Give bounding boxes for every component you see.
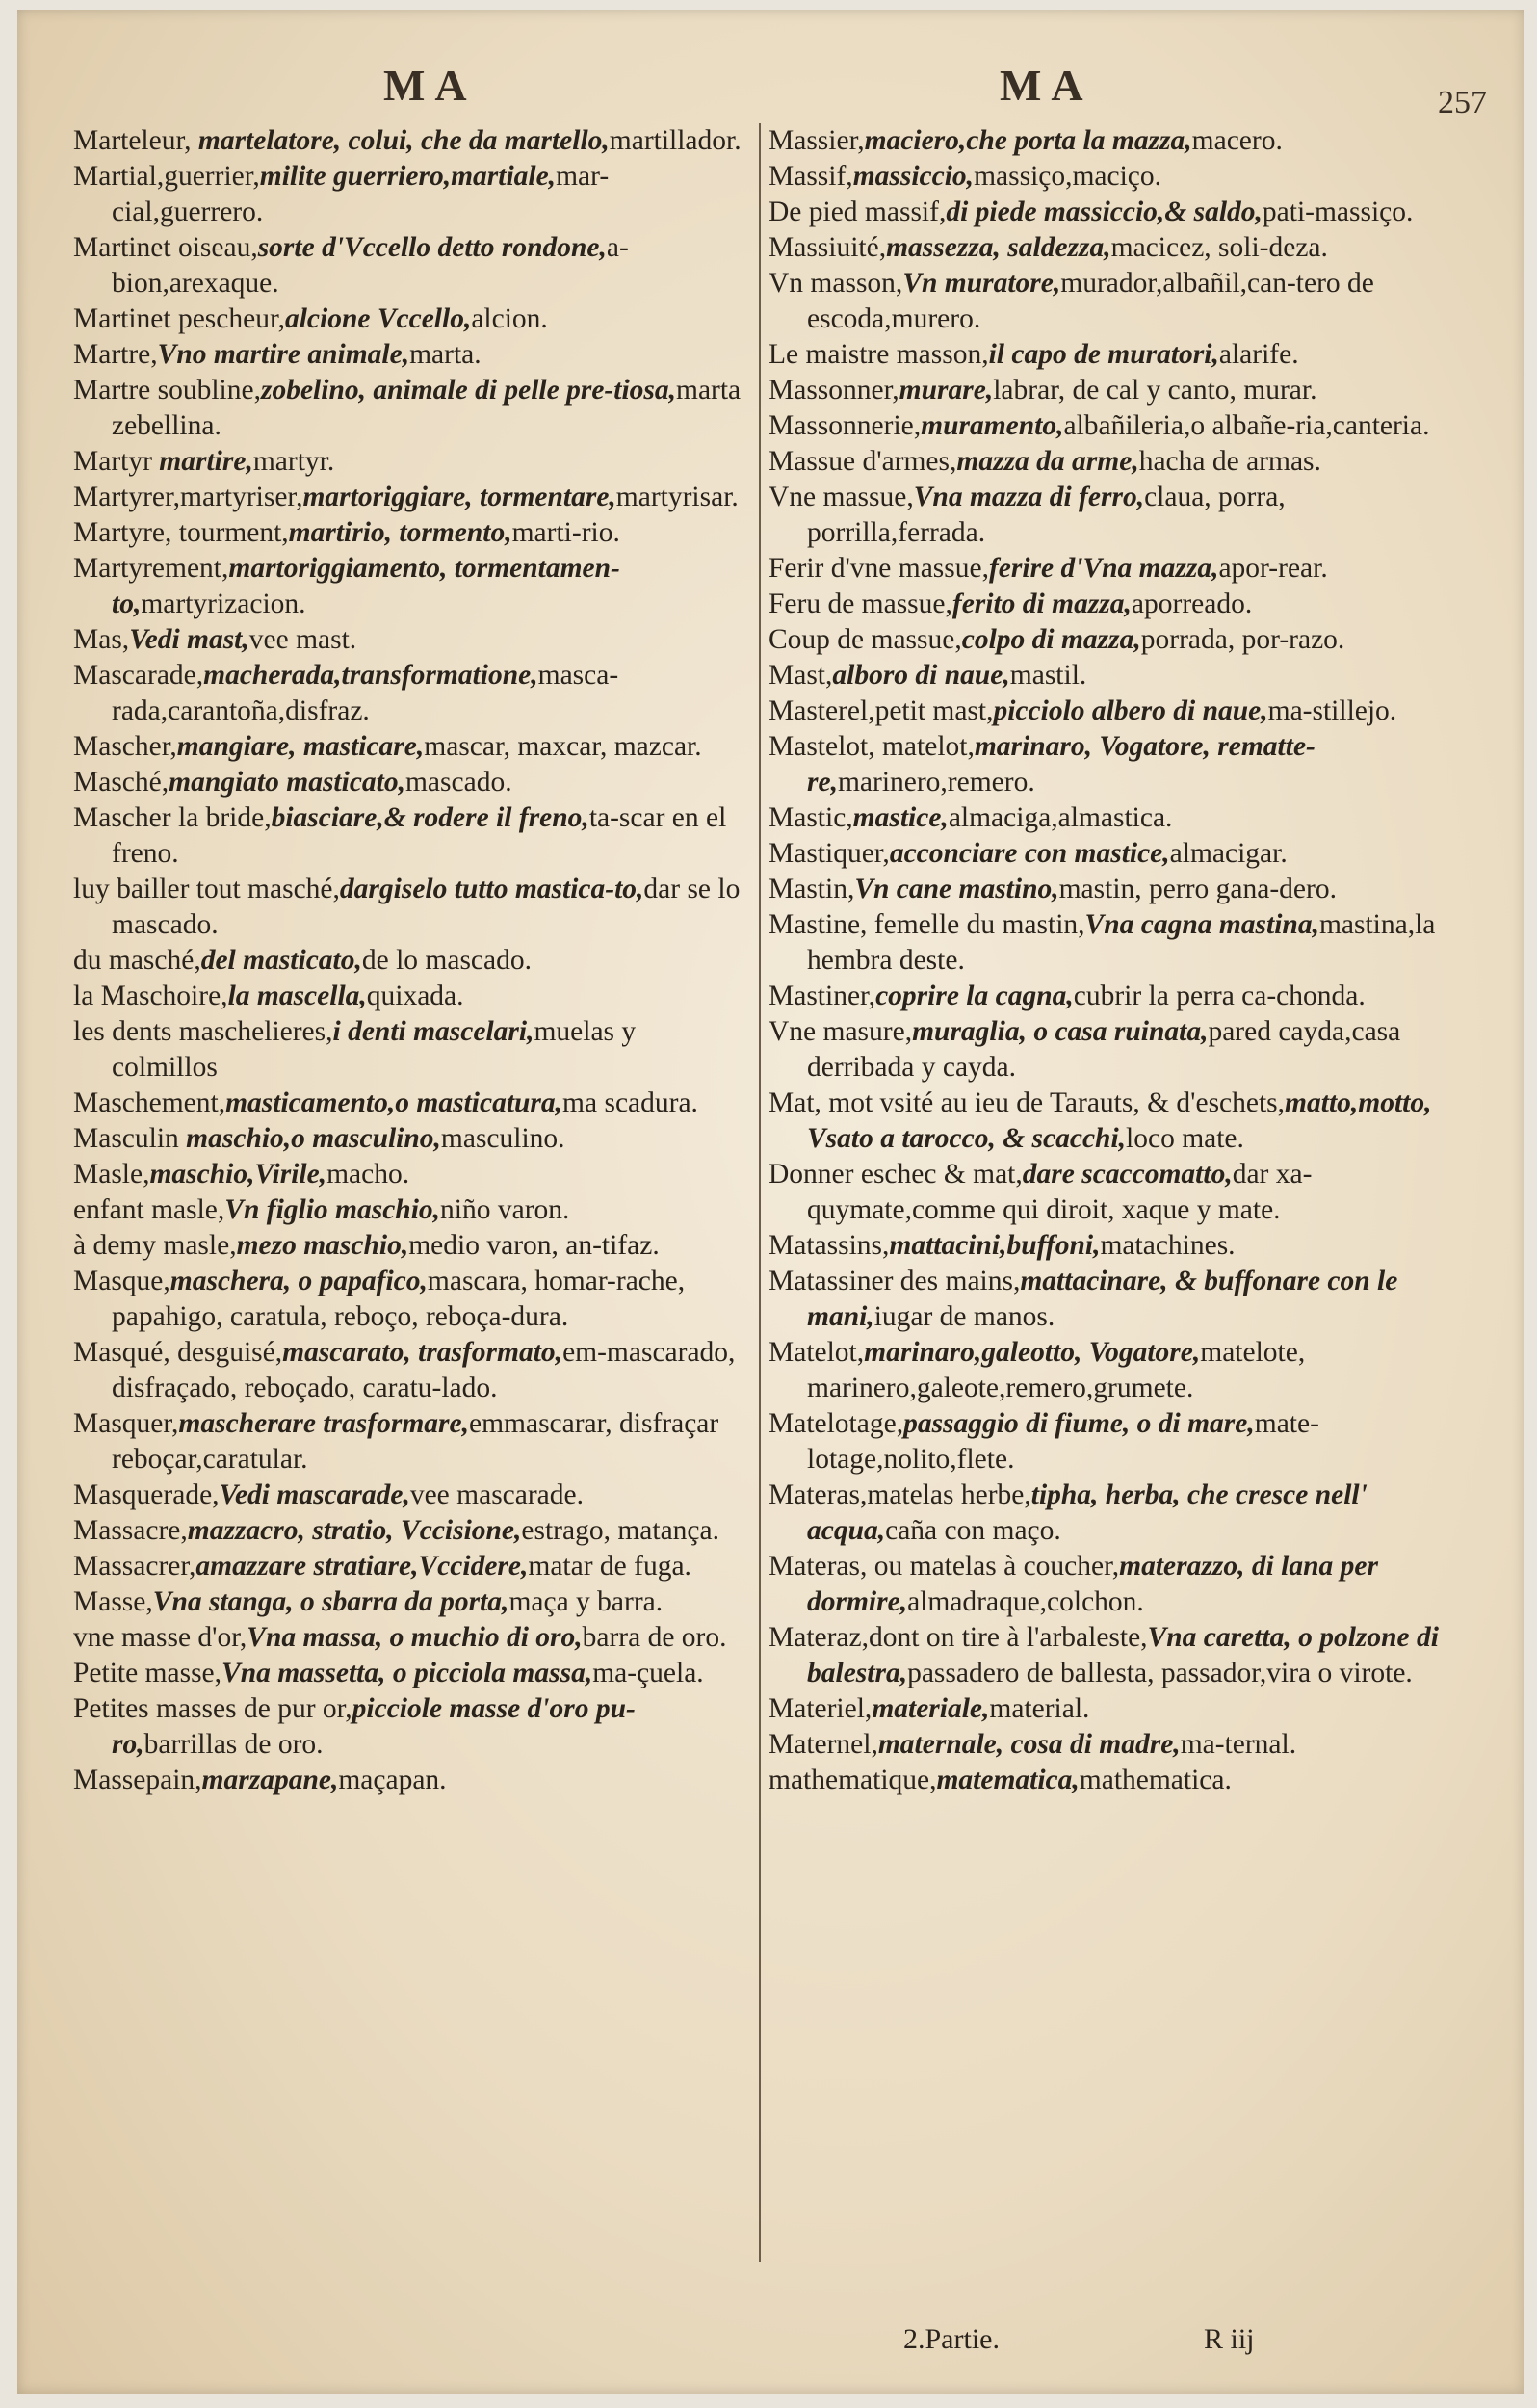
entry-headword: Massacre, [73,1515,188,1546]
dictionary-entry [768,444,1443,480]
dictionary-entry [768,658,1443,694]
dictionary-entry [73,373,747,444]
entry-italian: mattacinare, & buffonare con le mani, [807,1266,1398,1332]
entry-headword: Mastelot, matelot, [768,731,975,762]
dictionary-entry [768,1406,1443,1478]
entry-headword: Materaz,dont on tire à l'arbaleste, [768,1622,1148,1653]
entry-spanish: maça y barra. [508,1586,664,1617]
entry-headword: Materas,matelas herbe, [768,1479,1031,1510]
entry-headword: Massonnerie, [768,410,922,441]
entry-italian: mastice, [852,802,949,833]
entry-headword: Matelot, [768,1337,865,1368]
entry-spanish: mastina,la hembra deste. [807,909,1436,976]
entry-headword: Masque, [73,1266,170,1296]
entry-italian: Vn figlio maschio, [224,1194,441,1225]
dictionary-entry [73,1192,747,1228]
entry-spanish: mascado. [404,767,512,798]
entry-spanish: ma scadura. [562,1087,698,1118]
entry-spanish: matelote, marinero,galeote,remero,grumete. [807,1337,1306,1403]
entry-spanish: cubrir la perra ca-chonda. [1073,981,1366,1011]
dictionary-entry [768,230,1443,266]
entry-italian: acconciare con mastice, [889,838,1170,869]
entry-italian: martelatore, colui, che da martello, [197,125,610,156]
entry-headword: Massue d'armes, [768,446,957,477]
dictionary-entry [73,658,747,729]
entry-spanish: vee mascarade. [409,1479,584,1510]
entry-italian: ferire d'Vna mazza, [988,553,1219,584]
dictionary-entry [768,694,1443,729]
dictionary-entry [73,1478,747,1513]
dictionary-entry [73,515,747,551]
entry-italian: Vna massetta, o picciola massa, [221,1658,593,1688]
dictionary-entry [73,872,747,943]
entry-headword: Vn masson, [768,268,903,299]
dictionary-entry [73,123,747,159]
entry-italian: Vna massa, o muchio di oro, [247,1622,583,1653]
dictionary-entry [768,1264,1443,1335]
entry-spanish: mascara, homar-rache, papahigo, caratula, reboço, reboça-dura. [112,1266,686,1332]
entry-spanish: em-mascarado, disfraçado, reboçado, caratu-lado. [112,1337,736,1403]
entry-spanish: masca-rada,carantoña,disfraz. [112,660,619,726]
entry-italian: maternale, cosa di madre, [877,1729,1181,1760]
entry-headword: De pied massif, [768,196,947,227]
entry-spanish: mastil. [1009,660,1087,691]
entry-spanish: caña con maço. [885,1515,1061,1546]
dictionary-entry [768,551,1443,587]
dictionary-entry [73,1264,747,1335]
entry-spanish: iugar de manos. [873,1301,1055,1332]
entry-spanish: marta. [409,339,482,370]
entry-italian: Vedi mascarade, [219,1479,410,1510]
entry-italian: maciero,che porta la mazza, [864,125,1192,156]
dictionary-entry [73,551,747,622]
dictionary-entry [768,408,1443,444]
dictionary-page [17,10,1524,2394]
entry-headword: les dents maschelieres, [73,1016,333,1047]
dictionary-entry [73,480,747,515]
entry-italian: muramento, [921,410,1064,441]
entry-spanish: martyrizacion. [141,589,306,619]
entry-headword: du masché, [73,945,201,976]
entry-italian: materazzo, di lana per dormire, [807,1551,1378,1617]
dictionary-entry [73,159,747,230]
entry-headword: Masterel,petit mast, [768,695,994,726]
entry-italian: il capo de muratori, [988,339,1219,370]
entry-spanish: almacigar. [1169,838,1288,869]
dictionary-entry [768,979,1443,1014]
entry-italian: marinaro,galeotto, Vogatore, [864,1337,1201,1368]
dictionary-entry [768,1620,1443,1691]
entry-headword: Mas, [73,624,130,655]
entry-spanish: massiço,maciço. [974,161,1162,192]
entry-spanish: marinero,remero. [837,767,1035,798]
dictionary-entry [768,1727,1443,1763]
dictionary-entry [768,1228,1443,1264]
entry-spanish: masculino. [440,1123,565,1154]
entry-headword: Mast, [768,660,833,691]
entry-italian: matematica, [936,1765,1080,1795]
dictionary-entry [768,480,1443,551]
entry-italian: i denti mascelari, [332,1016,534,1047]
dictionary-entry [73,1584,747,1620]
entry-spanish: mastin, perro gana-dero. [1058,874,1337,904]
entry-headword: Maternel, [768,1729,878,1760]
dictionary-entry [768,1014,1443,1086]
entry-spanish: mascar, maxcar, mazcar. [424,731,702,762]
entry-italian: murare, [899,375,994,406]
entry-headword: Masculin [73,1123,187,1154]
entry-italian: del masticato, [200,945,362,976]
dictionary-entry [73,301,747,337]
entry-italian: massiccio, [852,161,975,192]
entry-italian: mazzacro, stratio, Vccisione, [187,1515,522,1546]
entry-headword: Martre, [73,339,158,370]
left-column [73,123,747,1798]
entry-spanish: ma-ternal. [1180,1729,1297,1760]
entry-headword: vne masse d'or, [73,1622,247,1653]
entry-italian: Vedi mast, [129,624,249,655]
entry-spanish: claua, porra, porrilla,ferrada. [807,482,1286,548]
entry-headword: Le maistre masson, [768,339,989,370]
entry-italian: mangiare, masticare, [176,731,425,762]
entry-spanish: emmascarar, disfraçar reboçar,caratular. [112,1408,719,1475]
entry-italian: amazzare stratiare,Vccidere, [195,1551,529,1582]
entry-headword: Martyrer,martyriser, [73,482,303,512]
entry-headword: Masché, [73,767,169,798]
entry-italian: martoriggiamento, tormentamen-to, [112,553,620,619]
entry-italian: la mascella, [227,981,367,1011]
entry-italian: passaggio di fiume, o di mare, [903,1408,1255,1439]
dictionary-entry [768,337,1443,373]
entry-headword: Massier, [768,125,865,156]
entry-headword: à demy masle, [73,1230,237,1261]
entry-italian: tipha, herba, che cresce nell' acqua, [807,1479,1368,1546]
dictionary-entry [768,1157,1443,1228]
dictionary-entry [768,729,1443,800]
entry-spanish: mate-lotage,nolito,flete. [807,1408,1319,1475]
dictionary-entry [768,622,1443,658]
entry-headword: Mastic, [768,802,853,833]
dictionary-entry [768,800,1443,836]
entry-headword: Massonner, [768,375,899,406]
entry-spanish: maçapan. [338,1765,447,1795]
dictionary-entry [73,1656,747,1691]
entry-headword: Marteleur, [73,125,198,156]
dictionary-entry [768,1763,1443,1798]
entry-headword: Masquerade, [73,1479,220,1510]
dictionary-entry [768,907,1443,979]
gathering-mark: R iij [1204,2323,1255,2355]
entry-headword: Masle, [73,1159,150,1190]
entry-spanish: medio varon, an-tifaz. [408,1230,660,1261]
dictionary-entry [768,836,1443,872]
entry-spanish: de lo mascado. [361,945,532,976]
entry-spanish: pared cayda,casa derribada y cayda. [807,1016,1401,1083]
entry-italian: macherada,transformatione, [203,660,538,691]
entry-spanish: albañileria,o albañe-ria,canteria. [1063,410,1430,441]
entry-headword: Petite masse, [73,1658,222,1688]
dictionary-entry [73,1406,747,1478]
entry-headword: Massacrer, [73,1551,196,1582]
entry-italian: zobelino, animale di pelle pre-tiosa, [260,375,676,406]
entry-spanish: passadero de ballesta, passador,vira o virote. [907,1658,1413,1688]
entry-italian: picciolo albero di naue, [993,695,1268,726]
entry-italian: martire, [159,446,253,477]
entry-italian: Vno martire animale, [157,339,410,370]
dictionary-entry [73,1549,747,1584]
entry-spanish: dar se lo mascado. [112,874,741,940]
entry-headword: Feru de massue, [768,589,952,619]
entry-spanish: martyr. [252,446,335,477]
entry-spanish: alcion. [471,303,548,334]
dictionary-entry [73,1513,747,1549]
dictionary-entry [768,159,1443,195]
entry-italian: Vna mazza di ferro, [913,482,1145,512]
entry-italian: materiale, [872,1693,990,1724]
entry-spanish: macho. [326,1159,410,1190]
entry-headword: Mastiner, [768,981,876,1011]
dictionary-entry [73,1228,747,1264]
entry-headword: Massiuité, [768,232,887,263]
entry-headword: Vne masure, [768,1016,913,1047]
entry-italian: mattacini,buffoni, [889,1230,1101,1261]
entry-headword: Martial,guerrier, [73,161,260,192]
entry-spanish: murador,albañil,can-tero de escoda,murero. [807,268,1374,334]
entry-headword: Maschement, [73,1087,226,1118]
entry-italian: alcione Vccello, [284,303,472,334]
entry-headword: Mastin, [768,874,855,904]
entry-spanish: vee mast. [248,624,357,655]
entry-headword: Martinet oiseau, [73,232,258,263]
entry-headword: Ferir d'vne massue, [768,553,989,584]
dictionary-entry [73,800,747,872]
dictionary-entry [73,1121,747,1157]
entry-spanish: ma-çuela. [592,1658,704,1688]
entry-spanish: marti-rio. [511,517,620,548]
entry-italian: mangiato masticato, [169,767,405,798]
entry-italian: Vna caretta, o polzone di balestra, [807,1622,1439,1688]
entry-spanish: a-bion,arexaque. [112,232,629,299]
entry-italian: mezo maschio, [236,1230,409,1261]
entry-headword: Mascher, [73,731,177,762]
entry-italian: marinaro, Vogatore, rematte-re, [807,731,1316,798]
entry-headword: Martyr [73,446,160,477]
entry-headword: Masquer, [73,1408,179,1439]
entry-italian: dare scaccomatto, [1022,1159,1233,1190]
dictionary-entry [768,266,1443,337]
entry-headword: la Maschoire, [73,981,228,1011]
dictionary-entry [768,123,1443,159]
entry-spanish: mathematica. [1079,1765,1232,1795]
entry-italian: muraglia, o casa ruinata, [912,1016,1209,1047]
entry-headword: Massepain, [73,1765,202,1795]
entry-spanish: marta zebellina. [112,375,742,441]
dictionary-entry [73,622,747,658]
entry-spanish: aporreado. [1131,589,1253,619]
entry-headword: Mascarade, [73,660,204,691]
entry-spanish: alarife. [1218,339,1299,370]
entry-italian: coprire la cagna, [875,981,1074,1011]
entry-spanish: mar-cial,guerrero. [112,161,610,227]
entry-italian: alboro di naue, [832,660,1010,691]
entry-spanish: macero. [1191,125,1283,156]
entry-spanish: barra de oro. [582,1622,727,1653]
entry-italian: mazza da arme, [956,446,1139,477]
entry-spanish: material. [989,1693,1090,1724]
entry-headword: Vne massue, [768,482,914,512]
entry-spanish: labrar, de cal y canto, murar. [993,375,1317,406]
dictionary-entry [73,230,747,301]
entry-spanish: dar xa-quymate,comme qui diroit, xaque y mate. [807,1159,1313,1225]
entry-headword: Petites masses de pur or, [73,1693,352,1724]
entry-headword: Coup de massue, [768,624,962,655]
dictionary-entry [768,1691,1443,1727]
dictionary-entry [768,1086,1443,1157]
entry-italian: Vn cane mastino, [854,874,1059,904]
page-number: 257 [1438,85,1487,120]
entry-spanish: barrillas de oro. [143,1729,324,1760]
entry-headword: Massif, [768,161,853,192]
entry-headword: enfant masle, [73,1194,225,1225]
dictionary-entry [768,1549,1443,1620]
entry-headword: Mascher la bride, [73,802,272,833]
entry-headword: Mastine, femelle du mastin, [768,909,1085,940]
entry-spanish: macicez, soli-deza. [1110,232,1328,263]
entry-headword: Donner eschec & mat, [768,1159,1023,1190]
entry-spanish: quixada. [366,981,464,1011]
entry-spanish: matachines. [1100,1230,1236,1261]
entry-spanish: hacha de armas. [1138,446,1321,477]
dictionary-entry [73,765,747,800]
entry-spanish: matar de fuga. [528,1551,691,1582]
entry-italian: colpo di mazza, [961,624,1141,655]
entry-headword: Martinet pescheur, [73,303,285,334]
entry-italian: biasciare,& rodere il freno, [271,802,589,833]
dictionary-entry [73,1620,747,1656]
dictionary-entry [73,1086,747,1121]
entry-headword: Martyre, tourment, [73,517,289,548]
entry-italian: mascarato, trasformato, [282,1337,563,1368]
signature-mark: 2.Partie. [903,2323,1000,2355]
dictionary-entry [73,1691,747,1763]
entry-spanish: ta-scar en el freno. [112,802,727,869]
dictionary-entry [768,373,1443,408]
entry-italian: Vna stanga, o sbarra da porta, [152,1586,509,1617]
dictionary-entry [768,1335,1443,1406]
running-head-right: MA [1000,61,1093,110]
dictionary-entry [73,729,747,765]
entry-italian: martirio, tormento, [288,517,512,548]
entry-headword: Mat, mot vsité au ieu de Tarauts, & d'eschets, [768,1087,1286,1118]
entry-headword: Masqué, desguisé, [73,1337,283,1368]
entry-headword: Matelotage, [768,1408,904,1439]
entry-spanish: almaciga,almastica. [948,802,1173,833]
entry-headword: Materiel, [768,1693,873,1724]
entry-headword: Martyrement, [73,553,229,584]
entry-spanish: muelas y colmillos [112,1016,637,1083]
dictionary-entry [73,943,747,979]
entry-spanish: porrada, por-razo. [1140,624,1345,655]
entry-italian: martoriggiare, tormentare, [302,482,616,512]
running-head-left: MA [383,61,477,110]
dictionary-entry [73,444,747,480]
entry-italian: marzapane, [201,1765,339,1795]
entry-italian: maschera, o papafico, [169,1266,428,1296]
entry-headword: Matassins, [768,1230,890,1261]
entry-headword: Masse, [73,1586,153,1617]
entry-spanish: ma-stillejo. [1267,695,1397,726]
dictionary-entry [73,1157,747,1192]
entry-spanish: apor-rear. [1218,553,1328,584]
entry-italian: dargiselo tutto mastica-to, [339,874,644,904]
dictionary-entry [73,1014,747,1086]
entry-headword: Materas, ou matelas à coucher, [768,1551,1120,1582]
entry-spanish: pati-massiço. [1262,196,1414,227]
dictionary-entry [768,587,1443,622]
dictionary-entry [768,872,1443,907]
entry-italian: picciole masse d'oro pu-ro, [112,1693,636,1760]
entry-spanish: martillador. [609,125,742,156]
entry-spanish: almadraque,colchon. [907,1586,1144,1617]
dictionary-entry [768,195,1443,230]
entry-spanish: martyrisar. [615,482,739,512]
dictionary-entry [73,1335,747,1406]
entry-headword: Matassiner des mains, [768,1266,1021,1296]
entry-italian: massezza, saldezza, [886,232,1111,263]
dictionary-entry [73,979,747,1014]
entry-spanish: estrago, matança. [521,1515,719,1546]
entry-italian: mascherare trasformare, [178,1408,469,1439]
dictionary-entry [73,337,747,373]
entry-italian: sorte d'Vccello detto rondone, [257,232,607,263]
right-column [759,123,1443,2262]
entry-italian: milite guerriero,martiale, [259,161,557,192]
entry-spanish: niño varon. [440,1194,570,1225]
entry-headword: mathematique, [768,1765,937,1795]
entry-italian: matto,motto, Vsato a tarocco, & scacchi, [807,1087,1432,1154]
entry-spanish: loco mate. [1126,1123,1244,1154]
entry-headword: Martre soubline, [73,375,261,406]
entry-headword: Mastiquer, [768,838,890,869]
entry-headword: luy bailler tout masché, [73,874,340,904]
entry-italian: Vn muratore, [902,268,1061,299]
entry-italian: ferito di mazza, [951,589,1132,619]
entry-italian: masticamento,o masticatura, [225,1087,563,1118]
dictionary-entry [768,1478,1443,1549]
entry-italian: maschio,o masculino, [186,1123,441,1154]
entry-italian: di piede massiccio,& saldo, [946,196,1263,227]
entry-italian: Vna cagna mastina, [1084,909,1319,940]
dictionary-entry [73,1763,747,1798]
entry-italian: maschio,Virile, [149,1159,327,1190]
